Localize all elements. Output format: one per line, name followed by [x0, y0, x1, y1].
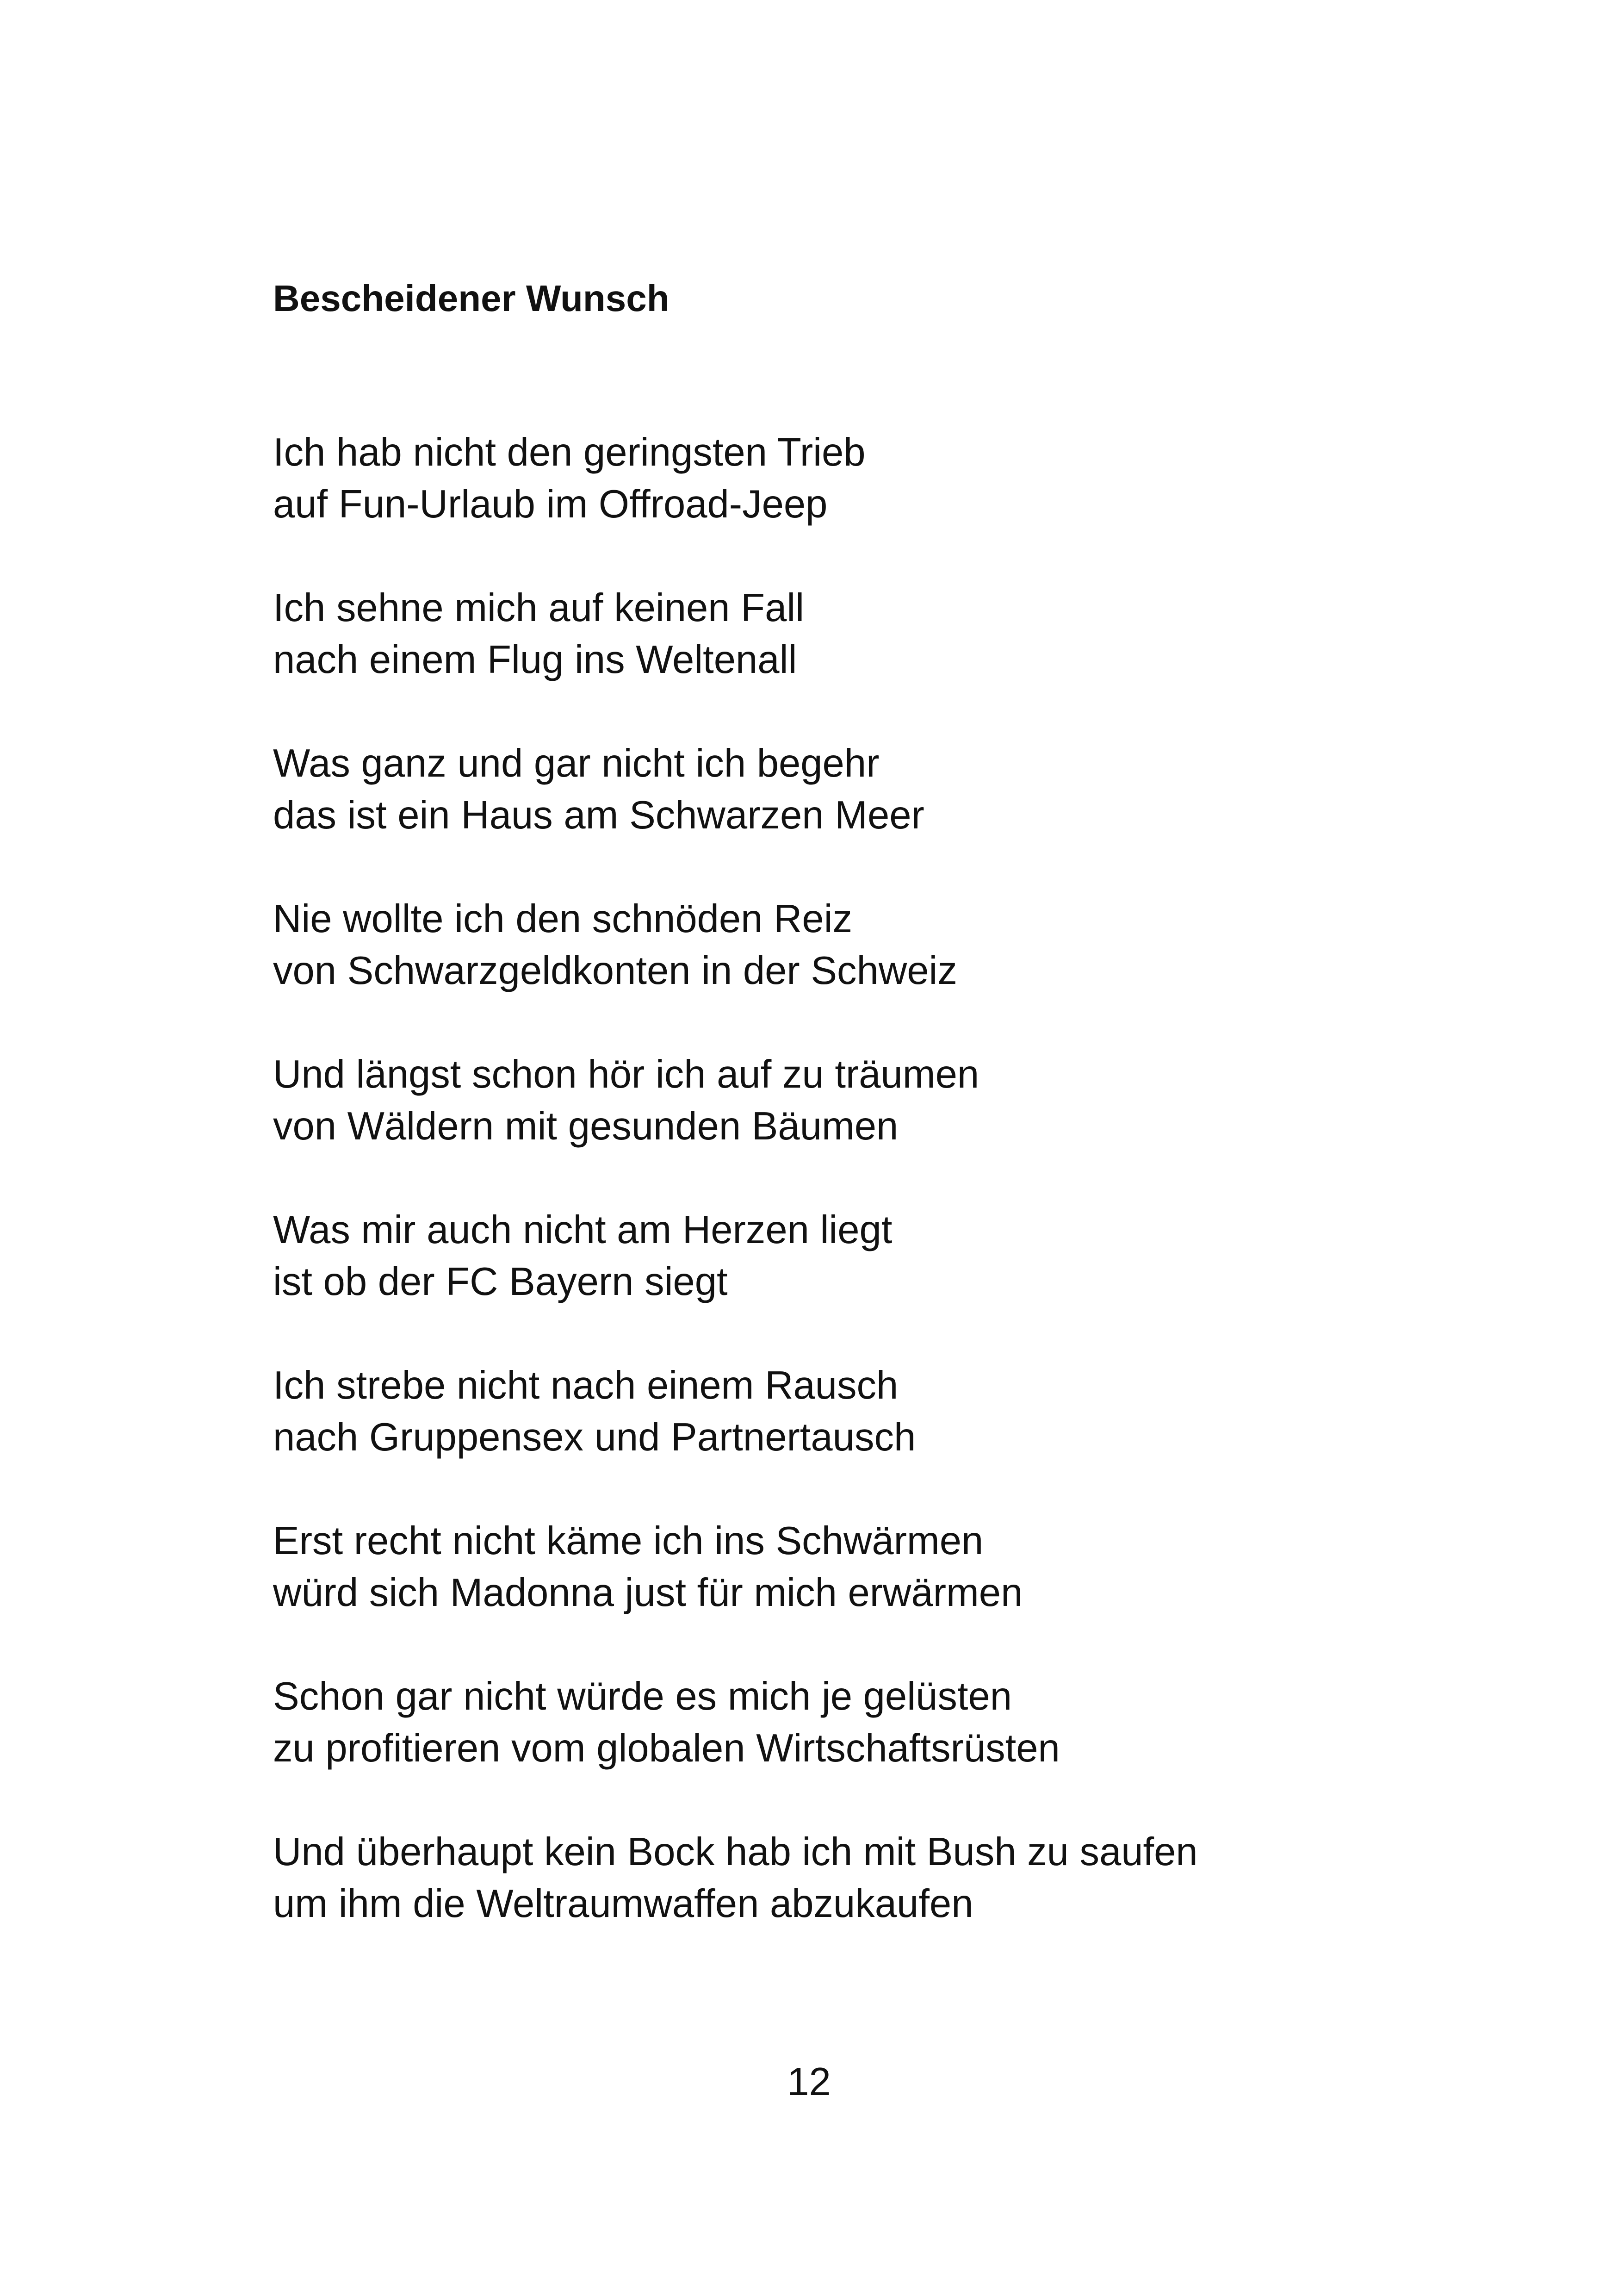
poem-line: zu profitieren vom globalen Wirtschaftsrüsten [273, 1726, 1060, 1770]
stanza [273, 1204, 1522, 1360]
poem-line: Schon gar nicht würde es mich je gelüsten [273, 1674, 1012, 1718]
poem-line: Was ganz und gar nicht ich begehr [273, 741, 880, 785]
poem-body [273, 427, 1522, 1982]
page-number: 12 [787, 2060, 831, 2104]
poem-line: Und überhaupt kein Bock hab ich mit Bush zu saufen [273, 1830, 1198, 1874]
poem-line: Ich strebe nicht nach einem Rausch [273, 1363, 899, 1407]
stanza [273, 427, 1522, 582]
poem-line: Und längst schon hör ich auf zu träumen [273, 1052, 979, 1096]
poem-line: Ich sehne mich auf keinen Fall [273, 586, 805, 630]
poem-line: Nie wollte ich den schnöden Reiz [273, 897, 853, 941]
stanza [273, 1049, 1522, 1204]
poem-line: Was mir auch nicht am Herzen liegt [273, 1208, 893, 1252]
poem-line: von Schwarzgeldkonten in der Schweiz [273, 949, 957, 993]
stanza [273, 893, 1522, 1049]
stanza [273, 738, 1522, 893]
stanza [273, 1826, 1522, 1982]
poem-title: Bescheidener Wunsch [273, 278, 670, 319]
stanza [273, 582, 1522, 738]
poem-line: auf Fun-Urlaub im Offroad-Jeep [273, 482, 828, 526]
poem-line: nach Gruppensex und Partnertausch [273, 1415, 916, 1459]
stanza [273, 1360, 1522, 1515]
poem-line: nach einem Flug ins Weltenall [273, 638, 797, 682]
poem-line: das ist ein Haus am Schwarzen Meer [273, 793, 924, 837]
poem-line: ist ob der FC Bayern siegt [273, 1260, 728, 1304]
poem-line: von Wäldern mit gesunden Bäumen [273, 1104, 899, 1148]
poem-line: Erst recht nicht käme ich ins Schwärmen [273, 1519, 984, 1563]
poem-line: würd sich Madonna just für mich erwärmen [273, 1571, 1023, 1615]
poem-line: Ich hab nicht den geringsten Trieb [273, 430, 866, 474]
poem-line: um ihm die Weltraumwaffen abzukaufen [273, 1882, 973, 1926]
stanza [273, 1515, 1522, 1671]
stanza [273, 1671, 1522, 1826]
